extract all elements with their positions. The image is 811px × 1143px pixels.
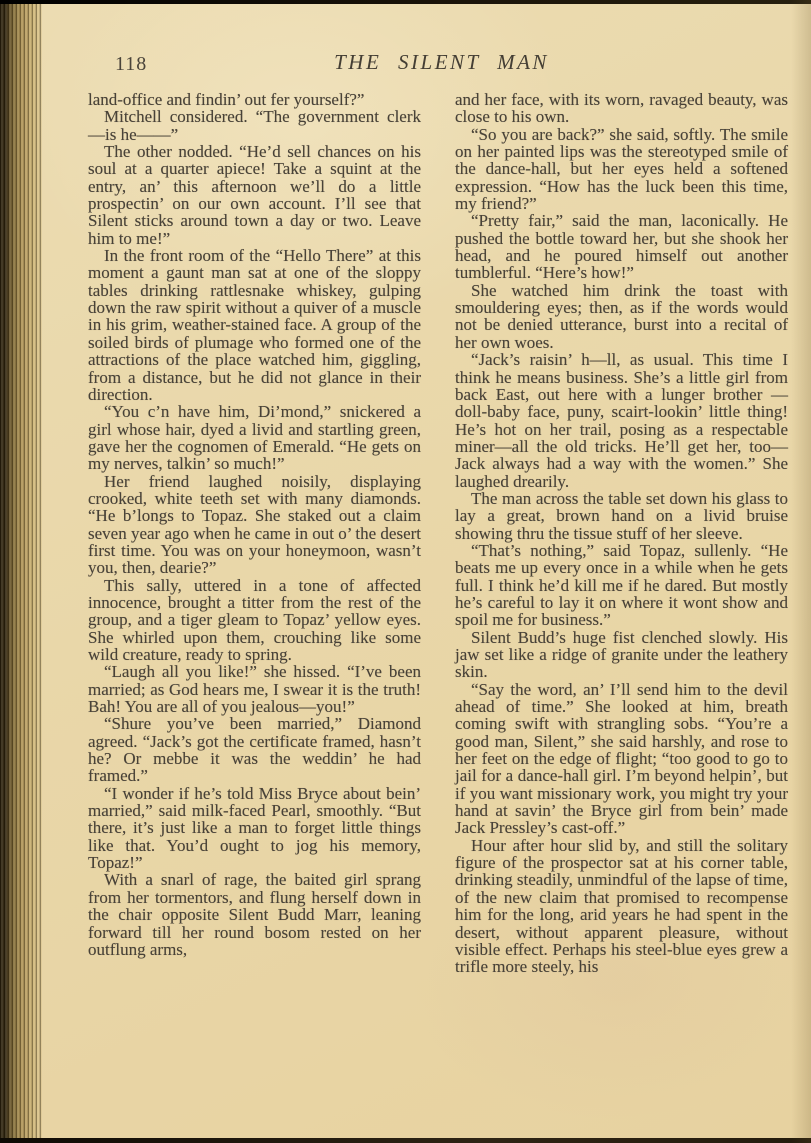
paragraph: “So you are back?” she said, softly. The smile on her painted lips was the stereotyped smile of the dance-hall, but her eyes held a softened expression. “How has the luck been this time, my friend?” — [455, 124, 788, 214]
paragraph: “Jack’s raisin’ h—ll, as usual. This time I think he means business. She’s a little girl from back East, out here with a lunger brother — doll-baby face, puny, scairt-lookin’ little thing! He’s hot on her trail, posing as a respectable miner—all the old tricks. He’ll get her, too—Jack always had a way with the women.” She laughed drearily. — [455, 350, 788, 491]
scan-top-edge — [0, 0, 811, 4]
book-binding-edge — [0, 0, 42, 1143]
running-title: THE SILENT MAN — [334, 50, 549, 74]
paragraph: In the front room of the “Hello There” at this moment a gaunt man sat at one of the sloppy tables drinking rattlesnake whiskey, gulping down the raw spirit without a quiver of a muscle in his grim, weather-stained face. A group of the soiled birds of plumage who formed one of the attractions of the place watched him, giggling, from a distance, but he did not glance in their direction. — [88, 246, 421, 404]
paragraph: Mitchell considered. “The government clerk—is he——” — [88, 107, 421, 144]
paragraph: With a snarl of rage, the baited girl sprang from her tormentors, and flung herself down in the chair opposite Silent Budd Marr, leaning forward till her round bosom rested on her outflung arms, — [88, 870, 421, 959]
paragraph: The other nodded. “He’d sell chances on his soul at a quarter apiece! Take a squint at the entry, an’ this afternoon we’ll do a little prospectin’ on our own account. I’ll see that Silent sticks around town a day or two. Leave him to me!” — [88, 142, 421, 248]
paragraph: Hour after hour slid by, and still the solitary figure of the prospector sat at his corner table, drinking steadily, unmindful of the lapse of time, of the new claim that promised to recompense him for the long, arid years he had spent in the desert, without apparent pleasure, without visible effect. Perhaps his steel-blue eyes grew a trifle more steely, his — [455, 835, 788, 977]
paragraph: Silent Budd’s huge fist clenched slowly. His jaw set like a ridge of granite under the leathery skin. — [455, 627, 788, 682]
paragraph: “Laugh all you like!” she hissed. “I’ve been married; as God hears me, I swear it is the truth! Bah! You are all of you jealous—you!” — [88, 662, 421, 717]
paragraph: and her face, with its worn, ravaged beauty, was close to his own. — [455, 90, 788, 127]
text-columns — [88, 91, 788, 976]
paragraph: Her friend laughed noisily, displaying crooked, white teeth set with many diamonds. “He b’longs to Topaz. She staked out a claim seven year ago when he came in out o’ the desert first time. You was on your honeymoon, wasn’t you, then, dearie?” — [88, 471, 421, 578]
page-right-shade — [791, 0, 811, 1143]
paragraph: “That’s nothing,” said Topaz, sullenly. “He beats me up every once in a while when he gets full. I think he’d kill me if he dared. But mostly he’s careful to lay it on where it wont show and spoil me for business.” — [455, 540, 788, 630]
page-number: 118 — [115, 53, 148, 75]
paragraph: “You c’n have him, Di’mond,” snickered a girl whose hair, dyed a livid and startling green, gave her the cognomen of Emerald. “He gets on my nerves, talkin’ so much!” — [88, 402, 421, 474]
paragraph: “Say the word, an’ I’ll send him to the devil ahead of time.” She looked at him, breath coming swift with strangling sobs. “You’re a good man, Silent,” she said harshly, and rose to her feet on the edge of flight; “too good to go to jail for a dance-hall girl. I’m beyond helpin’, but if you want missionary work, you might try your hand at savin’ the Bryce girl from bein’ made Jack Pressley’s cast-off.” — [455, 679, 788, 838]
page-header — [42, 50, 791, 80]
paragraph: land-office and findin’ out fer yourself?” — [88, 90, 365, 109]
scan-bottom-edge — [0, 1138, 811, 1143]
paragraph: This sally, uttered in a tone of affected innocence, brought a titter from the rest of the group, and a tiger gleam to Topaz’ yellow eyes. She whirled upon them, crouching like some wild creature, ready to spring. — [88, 575, 421, 664]
paragraph: She watched him drink the toast with smouldering eyes; then, as if the words would not be denied utterance, burst into a recital of her own woes. — [455, 280, 788, 352]
paragraph: “Shure you’ve been married,” Diamond agreed. “Jack’s got the certificate framed, hasn’t he? Or mebbe it was the weddin’ he had framed.” — [88, 714, 421, 786]
text-column-left — [88, 91, 421, 976]
paragraph: The man across the table set down his glass to lay a great, brown hand on a livid bruise showing thru the tissue stuff of her sleeve. — [455, 488, 788, 543]
text-column-right — [455, 91, 788, 976]
paragraph: “I wonder if he’s told Miss Bryce about bein’ married,” said milk-faced Pearl, smoothly. “But there, it’s just like a man to forget little things like that. You’d ought to jog his memory, Topaz!” — [88, 783, 421, 873]
paragraph: “Pretty fair,” said the man, laconically. He pushed the bottle toward her, but she shook her head, and he poured himself out another tumblerful. “Here’s how!” — [455, 211, 788, 283]
